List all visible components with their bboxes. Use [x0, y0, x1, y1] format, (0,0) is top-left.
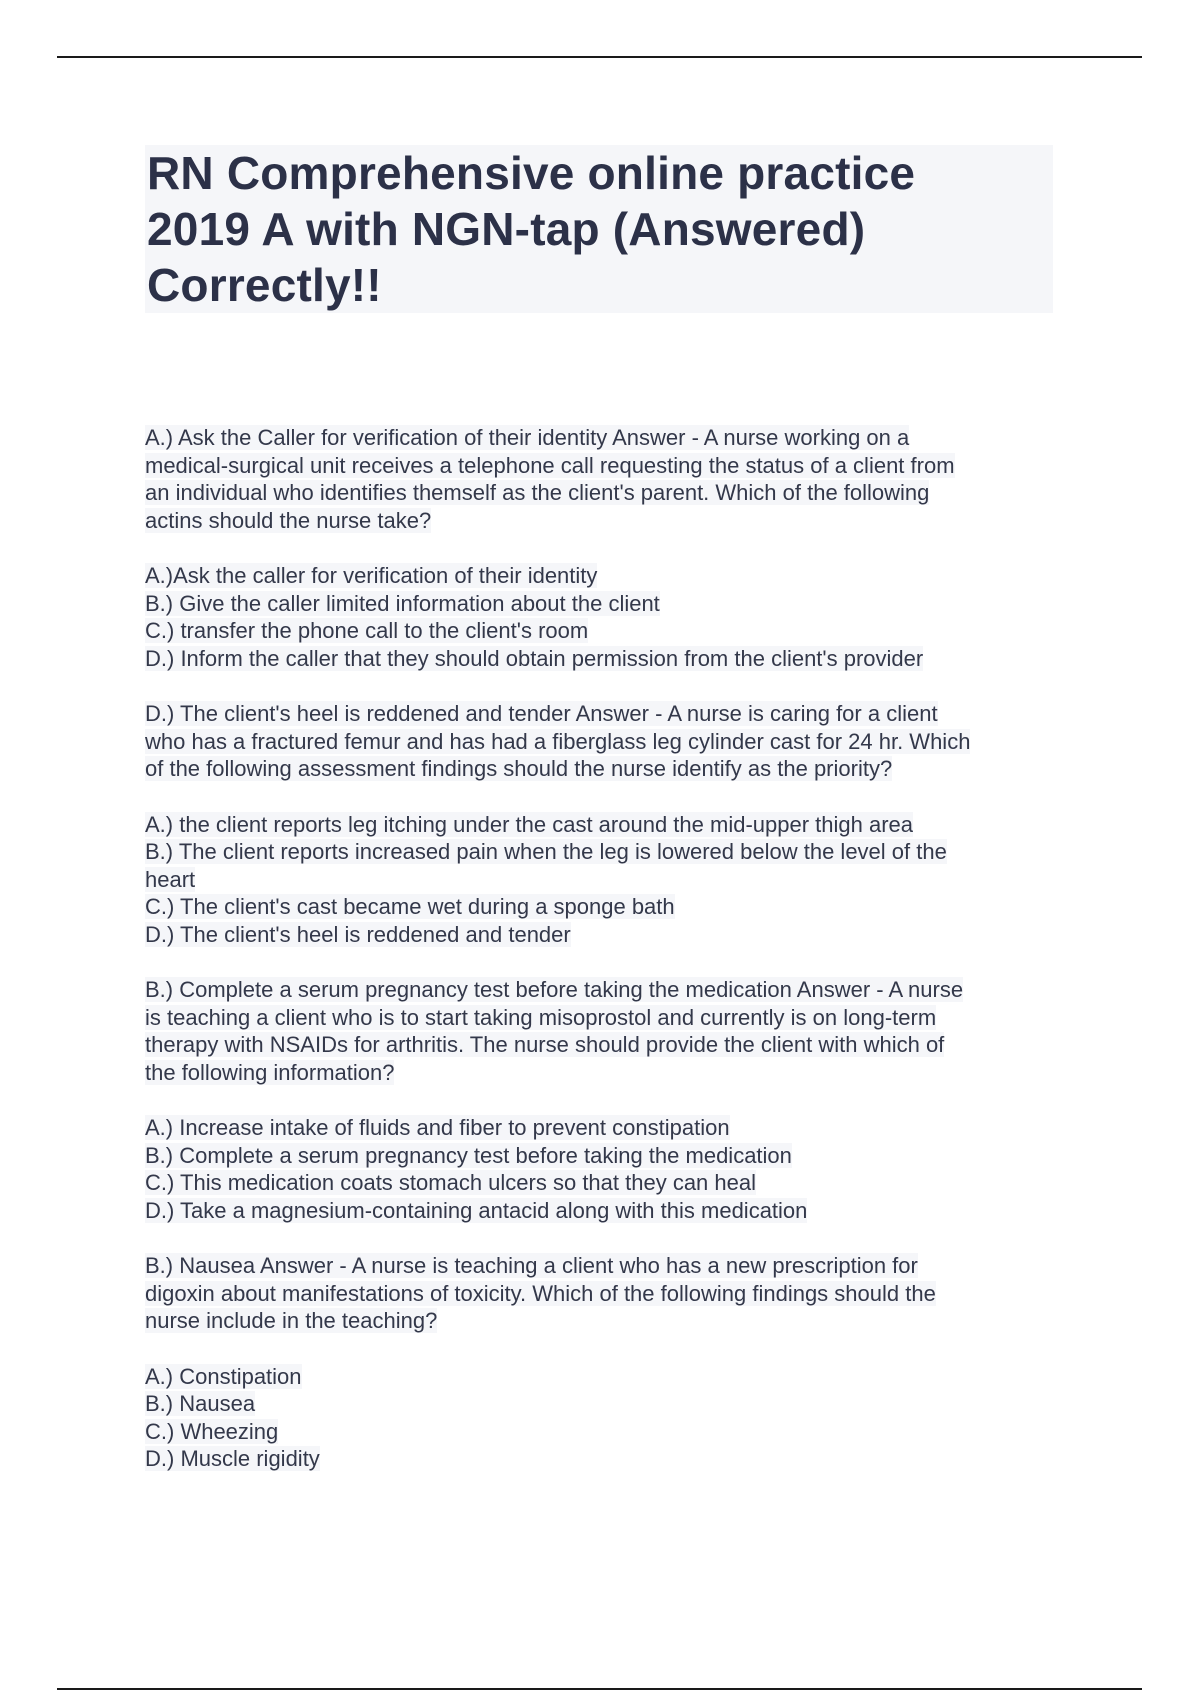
option-line: A.) Constipation — [145, 1363, 302, 1389]
question-line: nurse include in the teaching? — [145, 1308, 438, 1333]
question-block — [145, 424, 1065, 534]
option-line: B.) The client reports increased pain when the leg is lowered below the level of the — [145, 839, 947, 864]
bottom-rule — [57, 1688, 1142, 1690]
question-block — [145, 976, 1065, 1086]
option-line: heart — [145, 866, 196, 892]
option-line: D.) Take a magnesium-containing antacid along with this medication — [145, 1197, 808, 1223]
option-line: C.) transfer the phone call to the client's room — [145, 618, 589, 643]
option-line: B.) Give the caller limited information about the client — [145, 590, 660, 616]
question-line: D.) The client's heel is reddened and tender Answer - A nurse is caring for a client — [145, 701, 938, 726]
title-line: Correctly!! — [147, 259, 382, 311]
option-line: C.) The client's cast became wet during a sponge bath — [145, 894, 675, 919]
page-title — [147, 145, 1053, 313]
document-body — [145, 424, 1065, 1501]
question-line: is teaching a client who is to start taking misoprostol and currently is on long-term — [145, 1004, 937, 1030]
options-block — [145, 1114, 1065, 1224]
option-line: B.) Nausea — [145, 1391, 256, 1416]
option-line: D.) Muscle rigidity — [145, 1446, 320, 1471]
options-block — [145, 1363, 1065, 1473]
question-block — [145, 1252, 1065, 1335]
option-line: A.) Increase intake of fluids and fiber to prevent constipation — [145, 1115, 730, 1140]
question-line: the following information? — [145, 1059, 395, 1085]
title-line: RN Comprehensive online practice — [147, 147, 916, 199]
question-line: medical-surgical unit receives a telephone call requesting the status of a client from — [145, 452, 955, 478]
option-line: C.) This medication coats stomach ulcers so that they can heal — [145, 1170, 756, 1195]
options-block — [145, 811, 1065, 949]
question-line: digoxin about manifestations of toxicity. Which of the following findings should the — [145, 1280, 936, 1306]
question-line: who has a fractured femur and has had a fiberglass leg cylinder cast for 24 hr. Which — [145, 728, 971, 754]
option-line: D.) The client's heel is reddened and tender — [145, 921, 571, 947]
title-block — [145, 145, 1053, 313]
question-block — [145, 700, 1065, 783]
options-block — [145, 562, 1065, 672]
option-line: D.) Inform the caller that they should obtain permission from the client's provider — [145, 645, 924, 671]
option-line: A.) the client reports leg itching under the cast around the mid-upper thigh area — [145, 811, 914, 837]
question-line: B.) Nausea Answer - A nurse is teaching a client who has a new prescription for — [145, 1253, 918, 1278]
option-line: B.) Complete a serum pregnancy test before taking the medication — [145, 1142, 792, 1168]
option-line: C.) Wheezing — [145, 1418, 279, 1444]
question-line: B.) Complete a serum pregnancy test before taking the medication Answer - A nurse — [145, 977, 964, 1002]
question-line: an individual who identifies themself as the client's parent. Which of the following — [145, 480, 930, 505]
question-line: therapy with NSAIDs for arthritis. The nurse should provide the client with which of — [145, 1032, 945, 1057]
top-rule — [57, 56, 1142, 58]
question-line: of the following assessment findings should the nurse identify as the priority? — [145, 756, 893, 781]
option-line: A.)Ask the caller for verification of their identity — [145, 563, 598, 588]
question-line: A.) Ask the Caller for verification of their identity Answer - A nurse working on a — [145, 425, 910, 450]
title-line: 2019 A with NGN-tap (Answered) — [147, 203, 866, 255]
question-line: actins should the nurse take? — [145, 507, 432, 533]
